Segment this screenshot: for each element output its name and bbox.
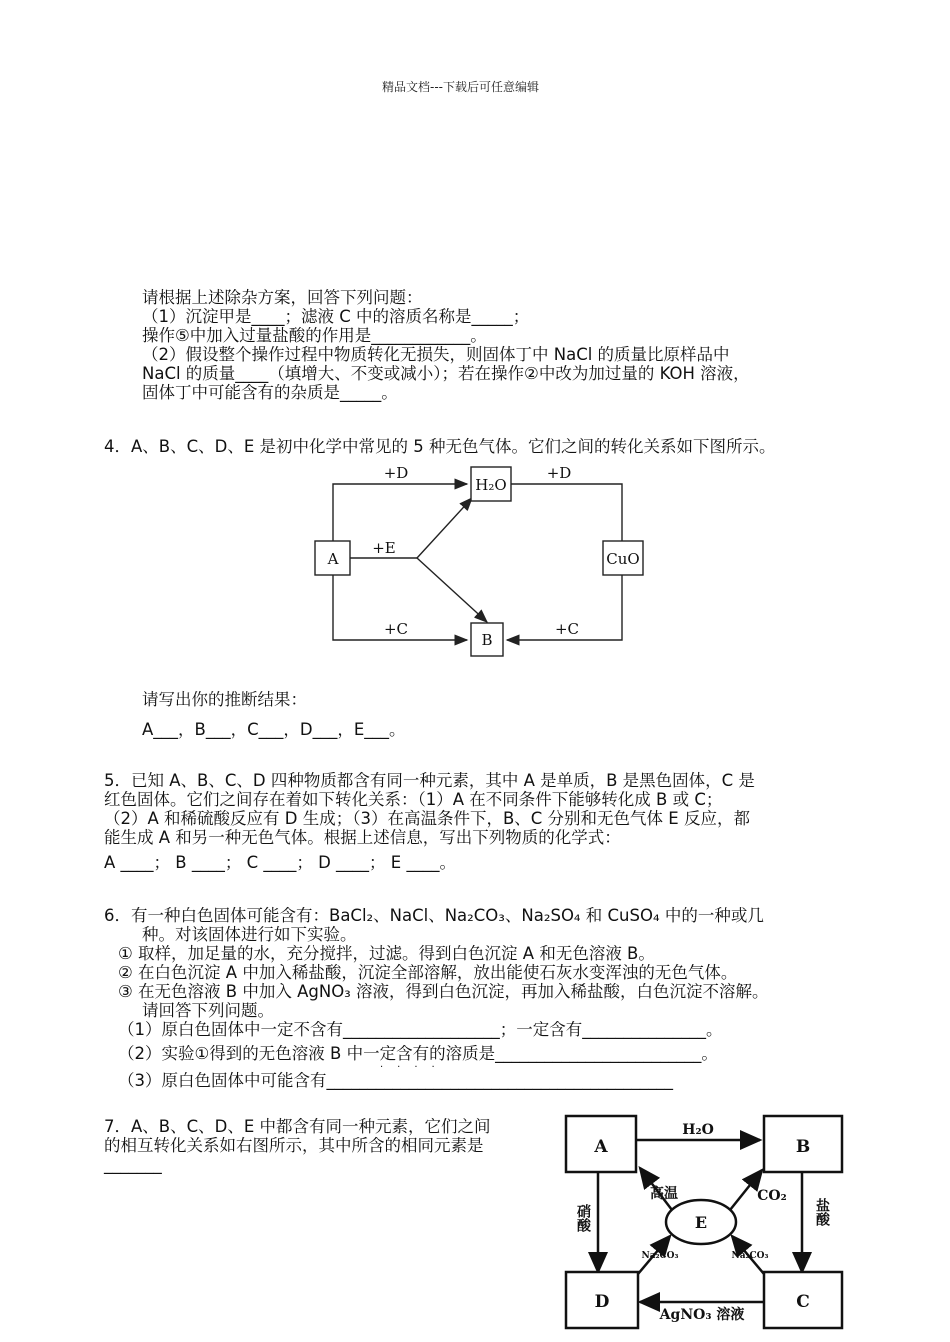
q6-answer-3: （3）原白色固体中可能含有__________________________________________ — [118, 1071, 673, 1090]
q6-emphasis-dots: ···· — [380, 1062, 449, 1073]
box-c-label: C — [796, 1292, 810, 1312]
q3-line-5: 固体丁中可能含有的杂质是_____。 — [142, 383, 398, 402]
arrow-a-to-h2o — [333, 484, 467, 541]
arrow-cuo-to-h2o — [498, 484, 622, 541]
box-a-label: A — [327, 550, 339, 568]
box-h2o-label: H₂O — [475, 476, 507, 494]
label-top-left: +D — [383, 464, 409, 482]
label-co2: CO₂ — [757, 1188, 787, 1204]
label-mid-e: +E — [372, 539, 396, 557]
q5-line-1: 5．已知 A、B、C、D 四种物质都含有同一种元素，其中 A 是单质，B 是黑色固体，C 是 — [104, 771, 755, 790]
q7-conversion-diagram — [560, 1112, 860, 1338]
q3-intro: 请根据上述除杂方案，回答下列问题： — [142, 288, 423, 307]
label-yansuan: 盐酸 — [814, 1198, 830, 1226]
box-a-label: A — [594, 1137, 608, 1157]
label-h2o: H₂O — [682, 1122, 714, 1138]
label-na2co3-right: Na₂CO₃ — [731, 1251, 769, 1261]
q6-step-2: ② 在白色沉淀 A 中加入稀盐酸，沉淀全部溶解，放出能使石灰水变浑浊的无色气体。 — [118, 963, 738, 982]
q6-line-1: 6．有一种白色固体可能含有：BaCl₂、NaCl、Na₂CO₃、Na₂SO₄ 和 CuSO₄ 中的一种或几 — [104, 906, 764, 925]
arrow-e-to-b — [417, 558, 487, 622]
arrow-e-to-h2o — [417, 498, 472, 558]
q6-answer-1: （1）原白色固体中一定不含有___________________；一定含有_______________。 — [118, 1020, 723, 1039]
q5-answer-line: A ____； B ____； C ____； D ____； E ____。 — [104, 853, 456, 872]
box-cuo-label: CuO — [606, 550, 640, 568]
box-b-label: B — [795, 1137, 811, 1157]
q5-line-2: 红色固体。它们之间存在着如下转化关系：（1）A 在不同条件下能够转化成 B 或 C； — [104, 790, 723, 809]
label-bottom-right: +C — [554, 620, 580, 638]
q6-line-2: 种。对该固体进行如下实验。 — [142, 925, 357, 944]
q6-answer-2: （2）实验①得到的无色溶液 B 中一定含有的溶质是_________________________。 — [118, 1044, 718, 1063]
label-xiaosuan: 硝酸 — [575, 1204, 591, 1232]
q3-line-3: （2）假设整个操作过程中物质转化无损失，则固体丁中 NaCl 的质量比原样品中 — [142, 345, 730, 364]
q3-line-2: 操作⑤中加入过量盐酸的作用是____________。 — [142, 326, 487, 345]
q6-step-3: ③ 在无色溶液 B 中加入 AgNO₃ 溶液，得到白色沉淀，再加入稀盐酸，白色沉淀不溶解。 — [118, 982, 769, 1001]
q3-line-1: （1）沉淀甲是____；滤液 C 中的溶质名称是_____； — [142, 307, 530, 326]
q4-prompt: 请写出你的推断结果： — [142, 690, 307, 709]
q4-conversion-diagram — [300, 458, 660, 658]
q6-step-1: ① 取样，加足量的水，充分搅拌，过滤。得到白色沉淀 A 和无色溶液 B。 — [118, 944, 655, 963]
box-d-label: D — [594, 1292, 610, 1312]
label-na2co3-left: Na₂CO₃ — [641, 1251, 679, 1261]
label-gaowen: 高温 — [650, 1186, 678, 1202]
q4-answer-line: A___，B___，C___，D___，E___。 — [142, 720, 406, 739]
q6-prompt: 请回答下列问题。 — [142, 1001, 274, 1020]
page-header-watermark: 精品文档---下载后可任意编辑 — [382, 80, 539, 94]
q4-stem: 4．A、B、C、D、E 是初中化学中常见的 5 种无色气体。它们之间的转化关系如下图所示。 — [104, 437, 776, 456]
label-agno3: AgNO₃ 溶液 — [659, 1307, 745, 1323]
q7-line-1: 7．A、B、C、D、E 中都含有同一种元素，它们之间 — [104, 1117, 491, 1136]
label-top-right: +D — [546, 464, 572, 482]
box-b-label: B — [481, 631, 493, 649]
q3-line-4: NaCl 的质量____（填增大、不变或减小）；若在操作②中改为加过量的 KOH 溶液， — [142, 364, 750, 383]
q5-line-4: 能生成 A 和另一种无色气体。根据上述信息，写出下列物质的化学式： — [104, 828, 621, 847]
q5-line-3: （2）A 和稀硫酸反应有 D 生成；（3）在高温条件下，B、C 分别和无色气体 E 反应，都 — [104, 809, 750, 828]
label-bottom-left: +C — [383, 620, 409, 638]
oval-e-label: E — [694, 1213, 708, 1232]
q7-line-2: 的相互转化关系如右图所示，其中所含的相同元素是 — [104, 1136, 484, 1155]
q7-line-3: _______ — [104, 1155, 162, 1174]
